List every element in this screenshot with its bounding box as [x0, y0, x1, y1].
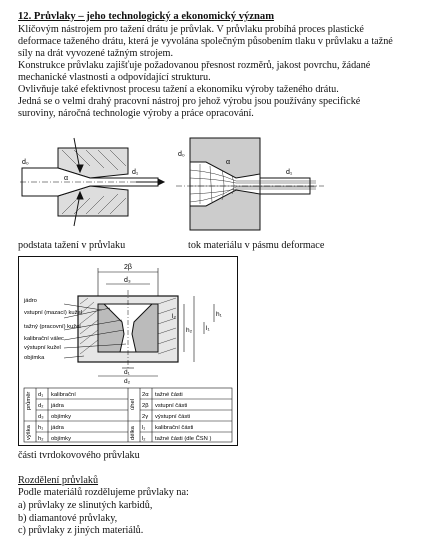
fig3-table-text: tažné části (dle ČSN )	[155, 436, 212, 442]
intro-line: Jedná se o velmi drahý pracovní nástroj pro jehož výrobu jsou používány specifické	[18, 96, 361, 107]
page-title: 12. Průvlaky – jeho technologický a ekonomický význam	[18, 11, 275, 22]
fig3-dim: d₁	[124, 369, 130, 376]
fig3-table-sym: 2β	[142, 403, 149, 409]
section-list	[18, 487, 189, 538]
fig3-table-group: výška	[26, 425, 32, 440]
list-item: c) průvlaky z jiných materiálů.	[18, 525, 144, 537]
fig3-part-label: výstupní kužel	[24, 345, 61, 351]
fig3-table-text: jádra	[51, 425, 64, 431]
fig2-label: d₀	[178, 151, 185, 158]
figure-caption: části tvrdokovového průvlaku	[18, 450, 140, 461]
fig3-table-text: vstupní části	[155, 403, 188, 409]
fig3-table-sym: l₁	[142, 425, 146, 431]
fig3-table-sym: l₂	[142, 436, 146, 442]
intro-line: suroviny, náročná technologie výroby a práce opracování.	[18, 108, 254, 119]
figure-caption: podstata tažení v průvlaku	[18, 240, 126, 251]
fig3-table-text: jádra	[51, 403, 64, 409]
fig3-part-label: vstupní (mazací) kužel	[24, 310, 82, 316]
intro-line: Konstrukce průvlaku zajišťuje požadovanou přesnost rozměrů, jakost povrchu, žádané	[18, 60, 371, 71]
fig3-table-text: objímky	[51, 414, 71, 420]
fig3-table-text: objímky	[51, 436, 71, 442]
list-item: a) průvlaky ze slinutých karbidů,	[18, 499, 153, 511]
intro-line: deformace taženého drátu, která je vyvolána společným působením tlaku v průvlaku a tažné	[18, 36, 393, 47]
fig3-part-label: jádro	[24, 298, 37, 304]
intro-line: síly na drát vyvozené tažným strojem.	[18, 48, 174, 59]
intro-line: Ovlivňuje také efektivnost procesu tažení a ekonomiku výroby taženého drátu.	[18, 84, 339, 95]
fig3-dim: d₃	[124, 277, 131, 284]
fig3-table-text: výstupní části	[155, 414, 191, 420]
fig3-table-sym: 2α	[142, 392, 149, 398]
fig3-table-text: kalibrační části	[155, 425, 194, 431]
fig3-table-text: kalibrační	[51, 392, 76, 398]
fig3-dim: h₁	[216, 311, 222, 318]
list-item: b) diamantové průvlaky,	[18, 512, 118, 524]
fig3-table-group: délka	[130, 426, 136, 440]
intro-line: Klíčovým nástrojem pro tažení drátu je průvlak. V průvlaku probíhá proces plastické	[18, 24, 364, 35]
fig3-table-sym: h₂	[38, 436, 44, 442]
fig1-label: α	[64, 175, 69, 182]
fig3-table-sym: h₁	[38, 425, 44, 431]
figure-drawing-die	[18, 130, 168, 234]
fig3-dim: h₂	[186, 327, 193, 334]
fig2-label: d₁	[286, 169, 293, 176]
fig3-part-label: kalibrační válec	[24, 336, 64, 342]
fig2-label: α	[226, 159, 231, 166]
fig3-table-group: průměr	[26, 391, 32, 410]
fig1-label: d₁	[132, 169, 139, 176]
fig3-table-group: úhel	[130, 399, 136, 410]
fig3-table-sym: d₂	[38, 403, 44, 409]
section-heading: Rozdělení průvlaků	[18, 475, 99, 486]
fig3-table-sym: d₁	[38, 392, 44, 398]
fig1-label: d₀	[22, 159, 29, 166]
section-intro: Podle materiálů rozdělujeme průvlaky na:	[18, 487, 189, 498]
fig3-part-label: objímka	[24, 355, 45, 361]
fig3-dim: l₁	[206, 325, 210, 332]
figure-caption: tok materiálu v pásmu deformace	[188, 240, 325, 251]
fig3-dim: d₂	[124, 378, 131, 385]
figure-material-flow	[176, 134, 326, 234]
fig3-dim: l₂	[172, 313, 176, 320]
fig3-dim: 2β	[124, 264, 132, 271]
fig3-table-text: tažné části	[155, 392, 183, 398]
intro-line: mechanické vlastnosti a odpovídající strukturu.	[18, 72, 211, 83]
fig3-part-label: tažný (pracovní) kužel	[24, 324, 81, 330]
fig3-table-sym: d₃	[38, 414, 44, 420]
figure-carbide-die	[18, 256, 238, 446]
fig3-table-sym: 2γ	[142, 414, 149, 420]
